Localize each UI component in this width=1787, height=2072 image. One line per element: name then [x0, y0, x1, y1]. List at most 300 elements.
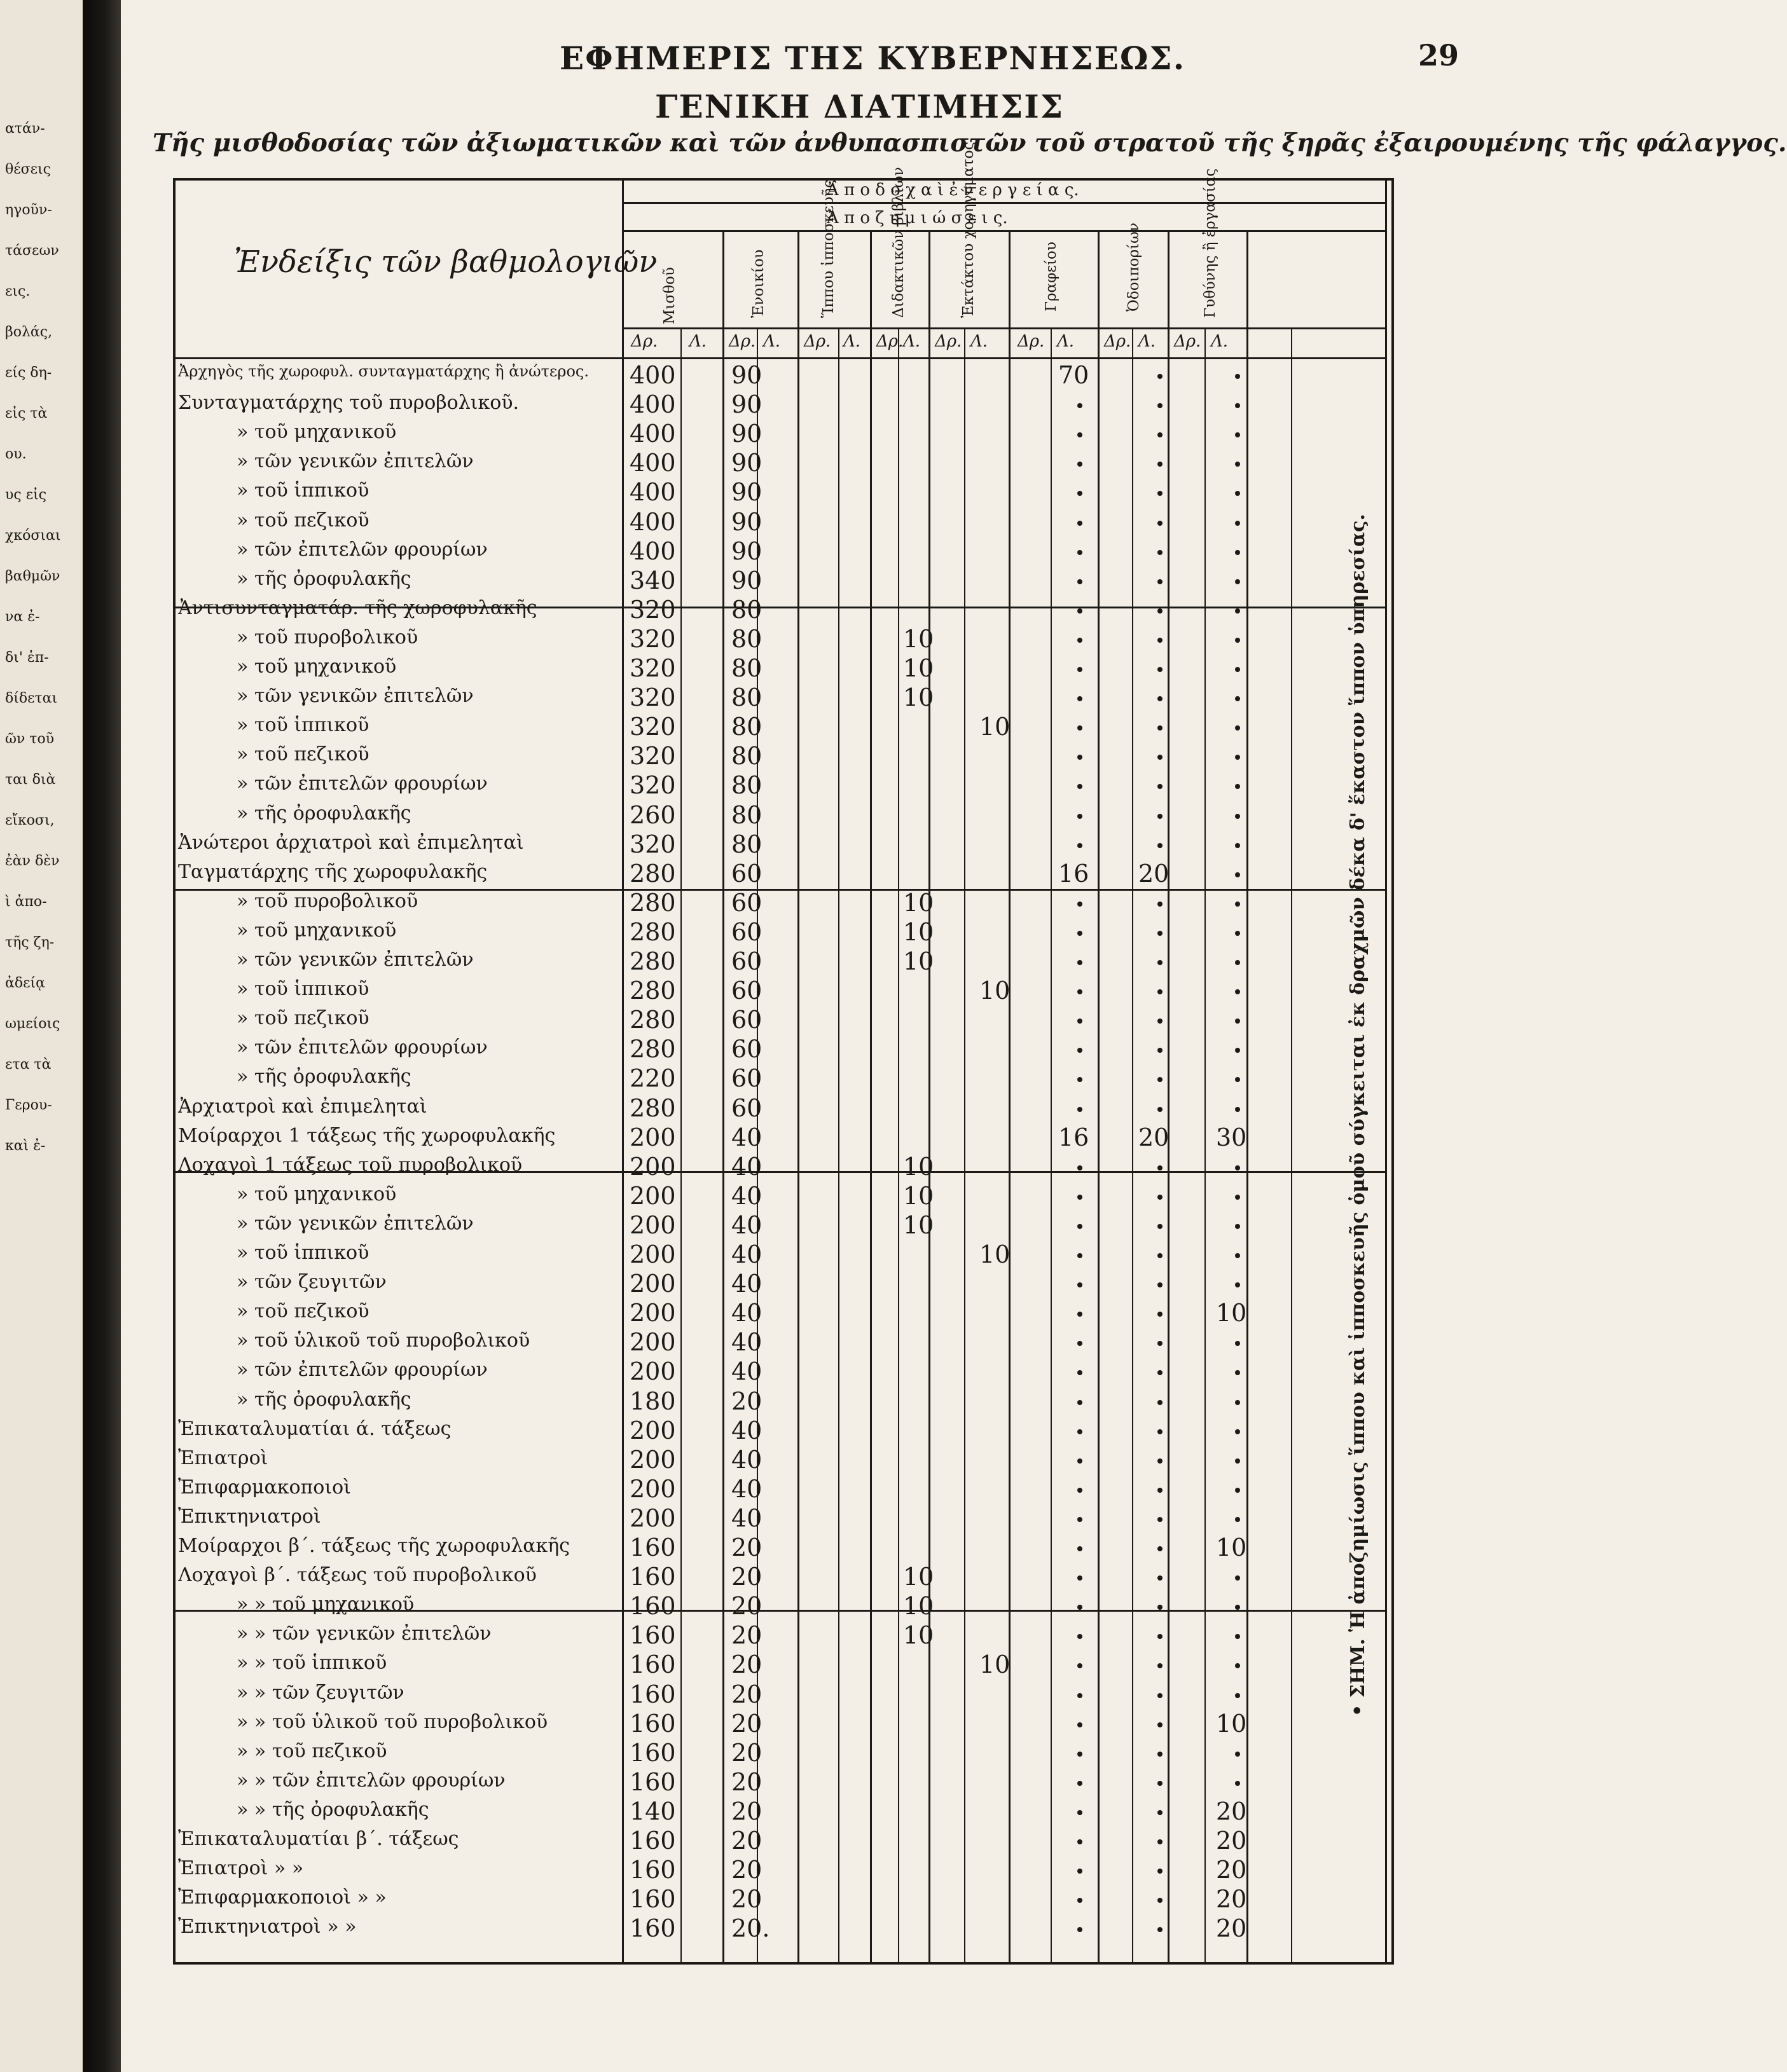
amount-cell: 80	[731, 624, 762, 653]
ditto-dot	[1157, 1927, 1163, 1932]
ditto-dot	[1077, 1927, 1082, 1932]
amount-cell: 60	[731, 859, 762, 888]
table-row	[173, 477, 1470, 506]
table-row	[173, 389, 1470, 418]
margin-fragment: ῶν τοῦ	[5, 731, 55, 747]
table-row	[173, 565, 1470, 594]
group-header-rule	[622, 202, 1385, 204]
ditto-dot	[1077, 1810, 1082, 1815]
ditto-dot	[1235, 1517, 1240, 1522]
rank-label: Ἐπιατροὶ » »	[178, 1857, 304, 1880]
ditto-dot	[1077, 550, 1082, 555]
ditto-dot	[1235, 1752, 1240, 1757]
ditto-dot	[1157, 1165, 1163, 1170]
table-row	[173, 1591, 1470, 1620]
col-header-office: Γραφείου	[1043, 242, 1059, 312]
col-header-extra: Ἐκτάκτου χορηγήματος	[960, 141, 977, 318]
ditto-dot	[1235, 1165, 1240, 1170]
amount-cell: 10	[903, 654, 934, 682]
table-row	[173, 1796, 1470, 1825]
amount-cell: 80	[731, 683, 762, 712]
rank-label: Ἐπιφαρμακοποιοὶ	[178, 1476, 351, 1499]
unit-label: Δρ.	[935, 332, 962, 351]
ditto-dot	[1235, 902, 1240, 907]
amount-cell: 10	[1216, 1533, 1247, 1561]
amount-cell: 20	[731, 1563, 762, 1591]
col-header-travel: Ὀδοιπορίων	[1126, 223, 1142, 312]
amount-cell: 20	[1216, 1885, 1247, 1914]
amount-cell: 160	[630, 1767, 676, 1796]
amount-cell: 10	[903, 1592, 934, 1621]
amount-cell: 200	[630, 1123, 676, 1151]
amount-cell: 320	[630, 595, 676, 624]
amount-cell: 280	[630, 1035, 676, 1064]
rank-label: Ταγματάρχης τῆς χωροφυλακῆς	[178, 860, 488, 883]
unit-label: Λ.	[843, 332, 861, 351]
rank-label: » τῆς ὀροφυλακῆς	[237, 1066, 411, 1088]
amount-cell: 60	[731, 888, 762, 917]
amount-cell: 80	[731, 800, 762, 829]
rank-label: » τοῦ πυροβολικοῦ	[237, 889, 418, 912]
margin-fragment: ωμείοις	[5, 1016, 60, 1032]
table-row	[173, 1474, 1470, 1503]
ditto-dot	[1235, 755, 1240, 760]
ditto-dot	[1235, 1458, 1240, 1464]
amount-cell: 320	[630, 771, 676, 800]
amount-cell: 40	[731, 1211, 762, 1239]
table-row	[173, 858, 1470, 888]
amount-cell: 90	[731, 361, 762, 389]
ditto-dot	[1235, 403, 1240, 408]
ditto-dot	[1077, 1312, 1082, 1317]
ditto-dot	[1157, 550, 1163, 555]
table-row	[173, 1122, 1470, 1151]
amount-cell: 30	[1216, 1123, 1247, 1151]
amount-cell: 20	[731, 1709, 762, 1738]
ditto-dot	[1077, 1898, 1082, 1903]
ditto-dot	[1157, 1663, 1163, 1668]
table-row	[173, 1034, 1470, 1063]
amount-cell: 160	[630, 1680, 676, 1708]
ditto-dot	[1235, 1282, 1240, 1287]
table-row	[173, 1151, 1470, 1181]
ditto-dot	[1077, 1370, 1082, 1375]
ditto-dot	[1077, 755, 1082, 760]
ditto-dot	[1157, 1898, 1163, 1903]
amount-cell: 10	[903, 624, 934, 653]
amount-cell: 10	[1216, 1709, 1247, 1738]
amount-cell: 280	[630, 977, 676, 1005]
margin-fragment: ου.	[5, 446, 27, 462]
ditto-dot	[1235, 1253, 1240, 1258]
margin-fragment: χκόσιαι	[5, 528, 61, 544]
ditto-dot	[1157, 1869, 1163, 1874]
amount-cell: 280	[630, 917, 676, 946]
amount-cell: 10	[1216, 1299, 1247, 1328]
table-row	[173, 1855, 1470, 1884]
rank-label: » τοῦ μηχανικοῦ	[237, 655, 397, 678]
amount-cell: 40	[731, 1504, 762, 1532]
amount-cell: 10	[979, 1240, 1011, 1268]
rank-label: Ἀρχηγὸς τῆς χωροφυλ. συνταγματάρχης ἢ ἀνώτερος.	[178, 362, 589, 380]
table-row	[173, 1181, 1470, 1210]
table-row	[173, 1093, 1470, 1122]
unit-label: Λ.	[903, 332, 921, 351]
page-number: 29	[1418, 38, 1459, 72]
ditto-dot	[1077, 1195, 1082, 1200]
rank-label: » » τοῦ μηχανικοῦ	[237, 1593, 415, 1616]
amount-cell: 70	[1058, 361, 1089, 389]
amount-cell: 40	[731, 1152, 762, 1181]
amount-cell: 160	[630, 1827, 676, 1855]
ditto-dot	[1077, 1575, 1082, 1581]
amount-cell: 10	[903, 1152, 934, 1181]
margin-fragment: ατάν-	[5, 121, 45, 137]
ditto-dot	[1077, 931, 1082, 936]
amount-cell: 20	[731, 1650, 762, 1679]
ditto-dot	[1077, 608, 1082, 614]
ditto-dot	[1157, 432, 1163, 437]
amount-cell: 20	[731, 1827, 762, 1855]
rank-label: Συνταγματάρχης τοῦ πυροβολικοῦ.	[178, 392, 520, 415]
adjacent-page-strip	[0, 0, 83, 2072]
table-row	[173, 1825, 1470, 1855]
amount-cell: 16	[1058, 859, 1089, 888]
ditto-dot	[1077, 432, 1082, 437]
amount-cell: 160	[630, 1621, 676, 1650]
amount-cell: 10	[979, 713, 1011, 741]
ditto-dot	[1077, 1429, 1082, 1434]
amount-cell: 40	[731, 1299, 762, 1328]
margin-fragment: ηγοῦν-	[5, 202, 52, 218]
margin-fragment: ἀδείᾳ	[5, 975, 45, 991]
table-row	[173, 829, 1470, 858]
amount-cell: 20	[731, 1621, 762, 1650]
rank-label: » τοῦ μηχανικοῦ	[237, 919, 397, 942]
amount-cell: 60	[731, 1006, 762, 1034]
rank-label: » τοῦ ἱππικοῦ	[237, 1242, 369, 1264]
rank-label: » τοῦ μηχανικοῦ	[237, 421, 397, 444]
running-head: ΕΦΗΜΕΡΙΣ ΤΗΣ ΚΥΒΕΡΝΗΣΕΩΣ.	[560, 39, 1186, 77]
ditto-dot	[1235, 1195, 1240, 1200]
table-row	[173, 1620, 1470, 1649]
ditto-dot	[1235, 960, 1240, 965]
ditto-dot	[1235, 1605, 1240, 1610]
ditto-dot	[1235, 931, 1240, 936]
ditto-dot	[1157, 755, 1163, 760]
col-header-books: Διδακτικῶν βιβλίων	[890, 167, 907, 318]
amount-cell: 280	[630, 1006, 676, 1034]
table-row	[173, 1415, 1470, 1444]
ditto-dot	[1157, 667, 1163, 672]
rank-label: Ἀντισυνταγματάρ. τῆς χωροφυλακῆς	[178, 596, 537, 619]
rank-label: » » τῶν ἐπιτελῶν φρουρίων	[237, 1769, 506, 1792]
ditto-dot	[1157, 696, 1163, 701]
ditto-dot	[1235, 725, 1240, 731]
amount-cell: 160	[630, 1533, 676, 1561]
table-row	[173, 741, 1470, 770]
ditto-dot	[1235, 1019, 1240, 1024]
amount-cell: 10	[903, 683, 934, 712]
ditto-dot	[1157, 403, 1163, 408]
ditto-dot	[1077, 491, 1082, 496]
rank-label: » τῶν γενικῶν ἐπιτελῶν	[237, 949, 474, 971]
amount-cell: 80	[731, 713, 762, 741]
rank-label: Μοίραρχοι β΄. τάξεως τῆς χωροφυλακῆς	[178, 1535, 570, 1557]
rank-label: Ἐπικαταλυματίαι ά. τάξεως	[178, 1417, 452, 1440]
ditto-dot	[1157, 1195, 1163, 1200]
unit-label: Δρ.	[1104, 332, 1131, 351]
amount-cell: 20	[1216, 1797, 1247, 1825]
col-header-horse: Ἵππου ἱπποσκευῆς	[820, 179, 837, 318]
ditto-dot	[1077, 1634, 1082, 1639]
amount-cell: 200	[630, 1240, 676, 1268]
ditto-dot	[1157, 579, 1163, 584]
ditto-dot	[1235, 579, 1240, 584]
amount-cell: 200	[630, 1181, 676, 1210]
ditto-dot	[1157, 1839, 1163, 1844]
table-row	[173, 418, 1470, 448]
col-header-rent: Ἐνοικίου	[750, 249, 767, 318]
table-row	[173, 770, 1470, 799]
amount-cell: 400	[630, 390, 676, 419]
amount-cell: 80	[731, 771, 762, 800]
amount-cell: 320	[630, 624, 676, 653]
amount-cell: 20	[731, 1533, 762, 1561]
table-row	[173, 682, 1470, 711]
amount-cell: 20	[731, 1797, 762, 1825]
rank-label: » τοῦ πεζικοῦ	[237, 509, 369, 532]
table-row	[173, 1327, 1470, 1356]
amount-cell: 320	[630, 830, 676, 858]
amount-cell: 280	[630, 888, 676, 917]
rank-label: Λοχαγοὶ β΄. τάξεως τοῦ πυροβολικοῦ	[178, 1564, 537, 1587]
ditto-dot	[1077, 725, 1082, 731]
amount-cell: 400	[630, 420, 676, 448]
rank-label: Λοχαγοὶ 1 τάξεως τοῦ πυροβολικοῦ	[178, 1153, 523, 1176]
amount-cell: 320	[630, 742, 676, 771]
table-row	[173, 1767, 1470, 1796]
ditto-dot	[1235, 1634, 1240, 1639]
table-row	[173, 1239, 1470, 1268]
ditto-dot	[1157, 1077, 1163, 1082]
ditto-dot	[1235, 1575, 1240, 1581]
ditto-dot	[1235, 696, 1240, 701]
amount-cell: 40	[731, 1328, 762, 1357]
amount-cell: 10	[903, 1621, 934, 1650]
ditto-dot	[1235, 1781, 1240, 1786]
amount-cell: 200	[630, 1211, 676, 1239]
unit-label: Δρ.	[1018, 332, 1045, 351]
table-row	[173, 360, 1470, 389]
ditto-dot	[1077, 403, 1082, 408]
margin-fragment: βολάς,	[5, 324, 53, 340]
margin-fragment: ται διὰ	[5, 772, 56, 788]
rank-label: Ἐπικαταλυματίαι β΄. τάξεως	[178, 1828, 459, 1850]
ditto-dot	[1235, 814, 1240, 819]
unit-header-rule	[622, 327, 1385, 329]
rank-label: » τοῦ πυροβολικοῦ	[237, 626, 418, 648]
amount-cell: 10	[903, 947, 934, 975]
amount-cell: 280	[630, 1094, 676, 1122]
amount-cell: 20	[1138, 859, 1169, 888]
rank-label: » τῶν γενικῶν ἐπιτελῶν	[237, 1212, 474, 1235]
ditto-dot	[1077, 784, 1082, 789]
amount-cell: 320	[630, 654, 676, 682]
ditto-dot	[1157, 1722, 1163, 1727]
amount-cell: 80	[731, 742, 762, 771]
ditto-dot	[1235, 462, 1240, 467]
ditto-dot	[1235, 784, 1240, 789]
ditto-dot	[1235, 432, 1240, 437]
ditto-dot	[1077, 1224, 1082, 1229]
ditto-dot	[1235, 667, 1240, 672]
table-row	[173, 1649, 1470, 1678]
table-row	[173, 711, 1470, 741]
ditto-dot	[1235, 1077, 1240, 1082]
amount-cell: 160	[630, 1563, 676, 1591]
ditto-dot	[1077, 1722, 1082, 1727]
rank-label: Ἐπικτηνιατροὶ	[178, 1505, 321, 1528]
rank-label: » τῆς ὀροφυλακῆς	[237, 567, 411, 590]
rank-column-header: Ἐνδείξις τῶν βαθμολογιῶν	[234, 244, 658, 280]
ditto-dot	[1157, 462, 1163, 467]
table-row	[173, 1386, 1470, 1415]
unit-label: Λ.	[1057, 332, 1075, 351]
ditto-dot	[1157, 902, 1163, 907]
rank-label: Ἐπιφαρμακοποιοὶ » »	[178, 1886, 387, 1909]
rank-label: » τῶν ἐπιτελῶν φρουρίων	[237, 1036, 488, 1059]
table-row	[173, 917, 1470, 946]
subgroup-header: Ἀ π ο ζ η μ ι ώ σ ε ι ς.	[827, 209, 1008, 228]
unit-label: Λ.	[763, 332, 781, 351]
amount-cell: 20.	[731, 1914, 770, 1943]
col-header-salary: Μισθοῦ	[661, 267, 678, 324]
ditto-dot	[1157, 1458, 1163, 1464]
table-row	[173, 1708, 1470, 1738]
amount-cell: 90	[731, 420, 762, 448]
amount-cell: 20	[1216, 1914, 1247, 1943]
unit-label: Δρ.	[804, 332, 831, 351]
amount-cell: 20	[1216, 1856, 1247, 1884]
rank-label: » τοῦ πεζικοῦ	[237, 743, 369, 766]
rank-label: » τῶν γενικῶν ἐπιτελῶν	[237, 685, 474, 708]
table-row	[173, 1503, 1470, 1532]
ditto-dot	[1235, 1693, 1240, 1698]
table-row	[173, 1268, 1470, 1298]
amount-cell: 40	[731, 1474, 762, 1503]
ditto-dot	[1077, 1517, 1082, 1522]
ditto-dot	[1235, 1488, 1240, 1493]
amount-cell: 200	[630, 1357, 676, 1386]
margin-fragment: να ἐ-	[5, 609, 40, 625]
rank-label: » » τῆς ὀροφυλακῆς	[237, 1798, 429, 1821]
ditto-dot	[1077, 462, 1082, 467]
amount-cell: 140	[630, 1797, 676, 1825]
ditto-dot	[1077, 1693, 1082, 1698]
amount-cell: 200	[630, 1445, 676, 1474]
unit-label: Λ.	[1211, 332, 1229, 351]
table-row	[173, 1063, 1470, 1092]
amount-cell: 200	[630, 1504, 676, 1532]
amount-cell: 20	[731, 1738, 762, 1767]
ditto-dot	[1077, 1839, 1082, 1844]
amount-cell: 90	[731, 478, 762, 507]
amount-cell: 320	[630, 713, 676, 741]
ditto-dot	[1077, 843, 1082, 848]
amount-cell: 400	[630, 361, 676, 389]
margin-fragment: τῆς ζη-	[5, 935, 55, 950]
margin-fragment: είς δη-	[5, 365, 52, 381]
amount-cell: 20	[731, 1592, 762, 1621]
table-row	[173, 536, 1470, 565]
amount-cell: 60	[731, 917, 762, 946]
ditto-dot	[1157, 1048, 1163, 1053]
table-row	[173, 448, 1470, 477]
amount-cell: 20	[731, 1387, 762, 1415]
amount-cell: 10	[903, 917, 934, 946]
amount-cell: 160	[630, 1856, 676, 1884]
ditto-dot	[1157, 1282, 1163, 1287]
rank-label: » τοῦ ἱππικοῦ	[237, 479, 369, 502]
amount-cell: 160	[630, 1738, 676, 1767]
rank-label: » τοῦ μηχανικοῦ	[237, 1183, 397, 1205]
amount-cell: 160	[630, 1650, 676, 1679]
rank-label: Ἐπικτηνιατροὶ » »	[178, 1916, 357, 1938]
unit-label: Δρ.	[729, 332, 756, 351]
table-row	[173, 1738, 1470, 1767]
amount-cell: 280	[630, 859, 676, 888]
table-row	[173, 1679, 1470, 1708]
ditto-dot	[1157, 521, 1163, 526]
margin-fragment: εἰς τὰ	[5, 406, 48, 422]
ditto-dot	[1157, 1312, 1163, 1317]
ditto-dot	[1077, 1869, 1082, 1874]
unit-label: Δρ.	[1174, 332, 1201, 351]
ditto-dot	[1157, 1107, 1163, 1112]
ditto-dot	[1077, 960, 1082, 965]
table-row	[173, 624, 1470, 653]
ditto-dot	[1157, 1224, 1163, 1229]
amount-cell: 320	[630, 683, 676, 712]
rank-label: » τῶν ζευγιτῶν	[237, 1271, 387, 1294]
ditto-dot	[1157, 725, 1163, 731]
ditto-dot	[1157, 784, 1163, 789]
ditto-dot	[1077, 1488, 1082, 1493]
ditto-dot	[1157, 1752, 1163, 1757]
ditto-dot	[1235, 550, 1240, 555]
amount-cell: 90	[731, 566, 762, 594]
amount-cell: 20	[731, 1767, 762, 1796]
rank-label: » » τοῦ πεζικοῦ	[237, 1739, 387, 1762]
amount-cell: 20	[731, 1856, 762, 1884]
amount-cell: 200	[630, 1152, 676, 1181]
body-start-rule	[173, 357, 1385, 359]
ditto-dot	[1235, 1400, 1240, 1405]
amount-cell: 80	[731, 654, 762, 682]
ditto-dot	[1157, 960, 1163, 965]
amount-cell: 400	[630, 537, 676, 565]
amount-cell: 400	[630, 507, 676, 536]
rank-label: » τῆς ὀροφυλακῆς	[237, 802, 411, 825]
margin-fragment: δίδεται	[5, 690, 58, 706]
rank-label: » » τοῦ ὑλικοῦ τοῦ πυροβολικοῦ	[237, 1710, 548, 1733]
amount-cell: 40	[731, 1445, 762, 1474]
ditto-dot	[1157, 1429, 1163, 1434]
ditto-dot	[1235, 1663, 1240, 1668]
amount-cell: 60	[731, 977, 762, 1005]
ditto-dot	[1157, 931, 1163, 936]
